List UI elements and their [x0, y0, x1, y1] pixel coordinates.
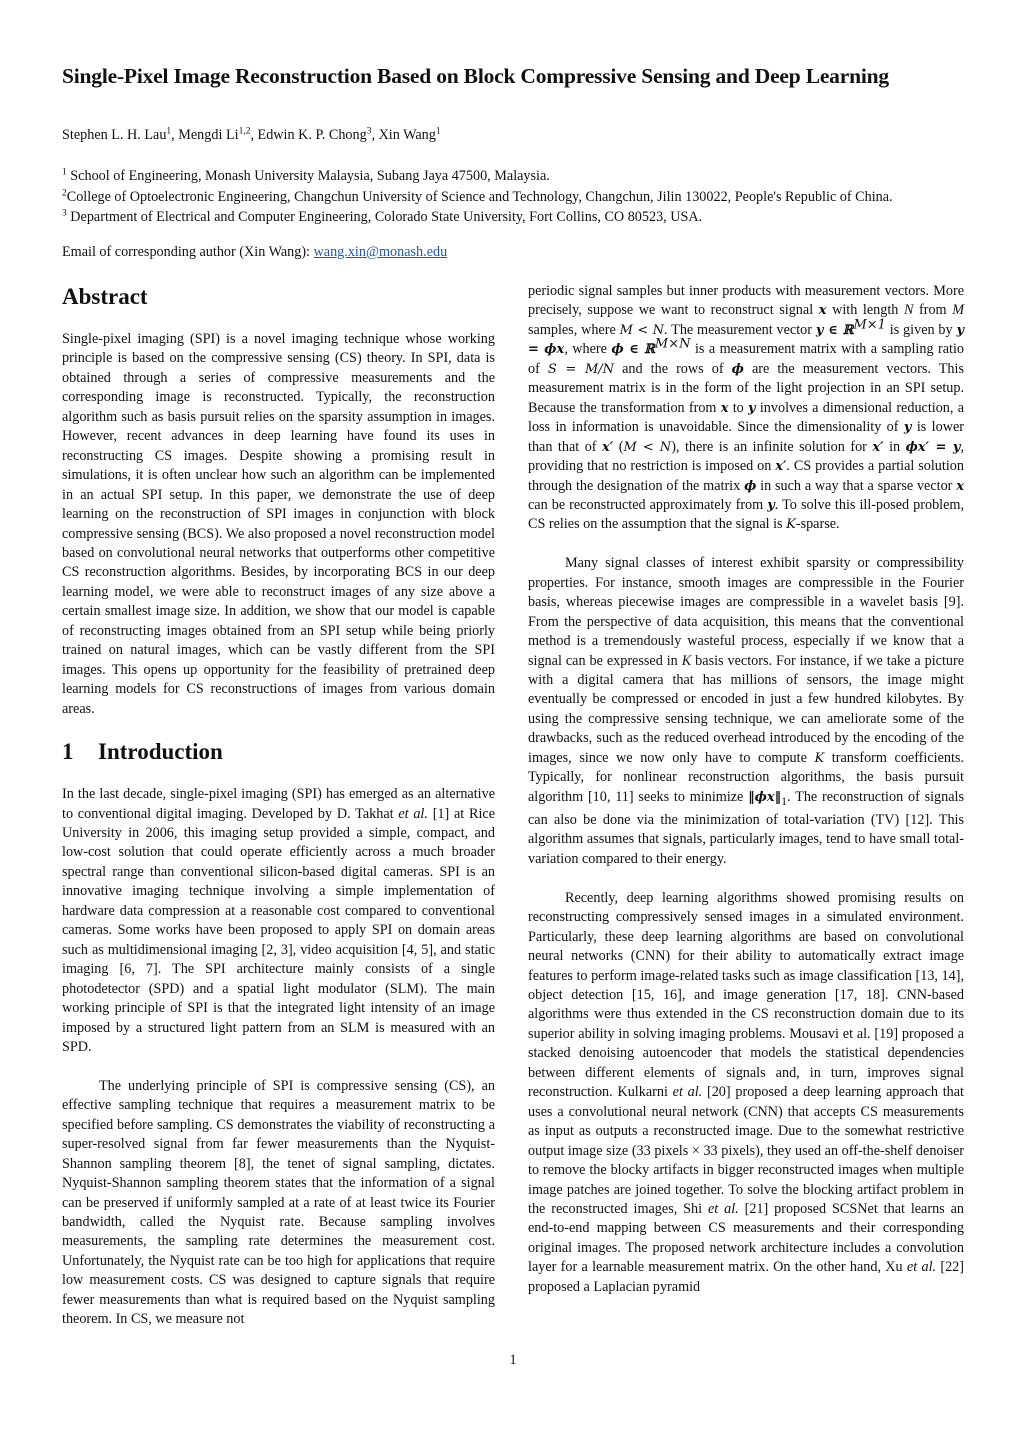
author-name: Mengdi Li: [178, 127, 239, 143]
intro-paragraph-5: Recently, deep learning algorithms showed promising results on reconstructing compressively sensed images in a simulated environment. Particularly, these deep learning algorithms are based on convolutional neural networks (CNN) for their ability to automatically extract image features to perform image-related tasks such as image classification [13, 14], object detection [15, 16], and image generation [17, 18]. CNN-based algorithms were thus extended in the CS reconstruction domain due to its superior ability in solving imaging problems. Mousavi et al. [19] proposed a stacked denoising autoencoder that models the statistical dependencies between different elements of signals and, in turn, improves signal reconstruction. Kulkarni et al. [20] proposed a deep learning approach that uses a convolutional neural network (CNN) that accepts CS measurements as input as outputs a reconstructed image. Due to the somewhat restrictive output image size (33 pixels × 33 pixels), they used an off-the-shelf denoiser to remove the blocky artifacts in bigger reconstructed images when multiple image patches are joined together. To solve the blocking artifact problem in the reconstructed images, Shi et al. [21] proposed SCSNet that learns an end-to-end mapping between CS measurements and their corresponding original images. The proposed network architecture includes a convolution layer for a learnable measurement matrix. On the other hand, Xu et al. [22] proposed a Laplacian pyramid: [528, 889, 964, 1295]
right-column: [528, 282, 964, 1297]
author-affiliation-mark: 1,2: [238, 126, 251, 137]
author-name: Xin Wang: [378, 127, 436, 143]
affiliation-text: School of Engineering, Monash University Malaysia, Subang Jaya 47500, Malaysia.: [66, 168, 550, 184]
paper-title: Single-Pixel Image Reconstruction Based on Block Compressive Sensing and Deep Learning: [62, 64, 889, 88]
affiliation-item: [62, 187, 982, 208]
author-affiliation-mark: 3: [366, 126, 372, 137]
abstract-text: Single-pixel imaging (SPI) is a novel imaging technique whose working principle is based on the compressive sensing (CS) theory. In SPI, data is obtained through a series of compressive measurements and the corresponding image is reconstructed. Typically, the reconstruction algorithm such as basis pursuit relies on the sparsity assumption in images. However, recent advances in deep learning have found its uses in reconstructing CS images. Despite showing a promising result in simulations, it is often unclear how such an algorithm can be implemented in an actual SPI setup. In this paper, we demonstrate the use of deep learning on the reconstruction of SPI images in conjunction with block compressive sensing (BCS). We also proposed a novel reconstruction model based on convolutional neural networks that outperforms other competitive CS reconstruction algorithms. Besides, by incorporating BCS in our deep learning model, we were able to reconstruct images of any size above a certain smallest image size. In addition, we show that our model is capable of reconstructing images obtained from an SPI setup while being priorly trained on natural images, which can be vastly different from the SPI images. This opens up opportunity for the feasibility of pretrained deep learning models for CS reconstructions of images from various domain areas.: [62, 331, 495, 717]
affiliation-number: 2: [62, 187, 67, 198]
author-name: Stephen L. H. Lau: [62, 127, 167, 143]
corresponding-email-line: [62, 244, 447, 261]
author-list: Stephen L. H. Lau$^1$, Mengdi Li$^{1,2}$, Edwin K. P. Chong$^3$, Xin Wang$^1$: [62, 126, 441, 143]
affiliation-item: [62, 207, 982, 228]
paper-page: [62, 0, 964, 1448]
affiliation-number: 1: [62, 167, 67, 178]
intro-paragraph-1: In the last decade, single-pixel imaging (SPI) has emerged as an alternative to conventional digital imaging. Developed by D. Takhat et al. [1] at Rice University in 2006, this imaging setup provided a simple, compact, and low-cost solution that could operate efficiently across a much broader spectral range than conventional silicon-based digital cameras. SPI is an innovative imaging technique involving a simple implementation of hardware data compression at a reasonable cost compared to conventional cameras. Some works have been proposed to apply SPI on domain areas such as multidimensional imaging [2, 3], video acquisition [4, 5], and static imaging [6, 7]. The SPI architecture mainly consists of a single photodetector (SPD) and a spatial light modulator (SLM). The main working principle of SPI is that the integrated light intensity of an image imposed by a structured light pattern from an SLM is measured with an SPD.: [62, 786, 496, 1055]
author-name: Edwin K. P. Chong: [257, 127, 367, 143]
abstract-heading: Abstract: [62, 284, 148, 309]
author-affiliation-mark: 1: [166, 126, 172, 137]
intro-paragraph-3: periodic signal samples but inner products with measurement vectors. More precisely, suppose we want to reconstruct signal x with length N from M samples, where M < N. The measurement vector y ∈ ℝ$^{M\times 1}$ is given by y = ϕx, where ϕ ∈ ℝ$^{M\times N}$ is a measurement matrix with a sampling ratio of S = M/N and the rows of ϕ are the measurement vectors. This measurement matrix is in the form of the light projection in an SPI setup. Because the transformation from x to y involves a dimensional reduction, a loss in information is unavoidable. Since the dimensionality of y is lower than that of x′ (M < N), there is an infinite solution for x′ in ϕx′ = y, providing that no restriction is imposed on x′. CS provides a partial solution through the designation of the matrix ϕ in such a way that a sparse vector x can be reconstructed approximately from y. To solve this ill-posed problem, CS relies on the assumption that the signal is K-sparse.: [528, 283, 965, 533]
page-number: 1: [509, 1352, 517, 1368]
email-link[interactable]: wang.xin@monash.edu: [313, 244, 448, 260]
affiliation-item: [62, 166, 982, 187]
section-title: Introduction: [98, 739, 223, 765]
intro-paragraph-2: The underlying principle of SPI is compressive sensing (CS), an effective sampling technique that requires a measurement matrix to be specified before sampling. CS demonstrates the viability of reconstructing a super-resolved signal from far fewer measurements than the Nyquist-Shannon sampling theorem [8], the tenet of signal sampling, dictates. Nyquist-Shannon sampling theorem states that the information of a signal can be preserved if uniformly sampled at a rate of at least twice its Fourier bandwidth, called the Nyquist rate. Because sampling involves measurements, the sampling rate determines the measurement cost. Unfortunately, the Nyquist rate can be too high for applications that require low measurement costs. CS was designed to capture signals that require fewer measurements than what is required based on the Nyquist sampling theorem. In CS, we measure not: [62, 1077, 495, 1328]
section-number: 1: [62, 739, 74, 765]
intro-paragraph-4: Many signal classes of interest exhibit sparsity or compressibility properties. For instance, smooth images are compressible in the Fourier basis, whereas piecewise images are compressible in a wavelet basis [9]. From the perspective of data acquisition, this means that the conventional method is a tremendously wasteful process, especially if we know that a signal can be expressed in K basis vectors. For instance, if we take a picture with a digital camera that has millions of sensors, the image might eventually be compressed or encoded in just a few hundred kilobytes. By using the compressive sensing technique, we can ameliorate some of the drawbacks, such as the reduced overhead introduced by the encoding of the images, since we now only have to compute K transform coefficients. Typically, for nonlinear reconstruction algorithms, the basis pursuit algorithm [10, 11] seeks to minimize $‖\phi x‖_1$. The reconstruction of signals can also be done via the minimization of total-variation (TV) [12]. This algorithm assumes that signals, particularly images, tend to have small total-variation compared to their energy.: [528, 555, 965, 867]
author-affiliation-mark: 1: [435, 126, 441, 137]
introduction-heading: [62, 737, 495, 785]
affiliation-list: [62, 166, 982, 228]
affiliation-text: Department of Electrical and Computer Engineering, Colorado State University, Fort Collins, CO 80523, USA.: [66, 209, 703, 226]
affiliation-number: 3: [62, 208, 67, 219]
left-column: [62, 282, 495, 1330]
affiliation-text: College of Optoelectronic Engineering, Changchun University of Science and Technology, Changchun, Jilin 130022, People's Republic of China.: [66, 188, 893, 205]
email-label: Email of corresponding author (Xin Wang):: [62, 244, 314, 260]
